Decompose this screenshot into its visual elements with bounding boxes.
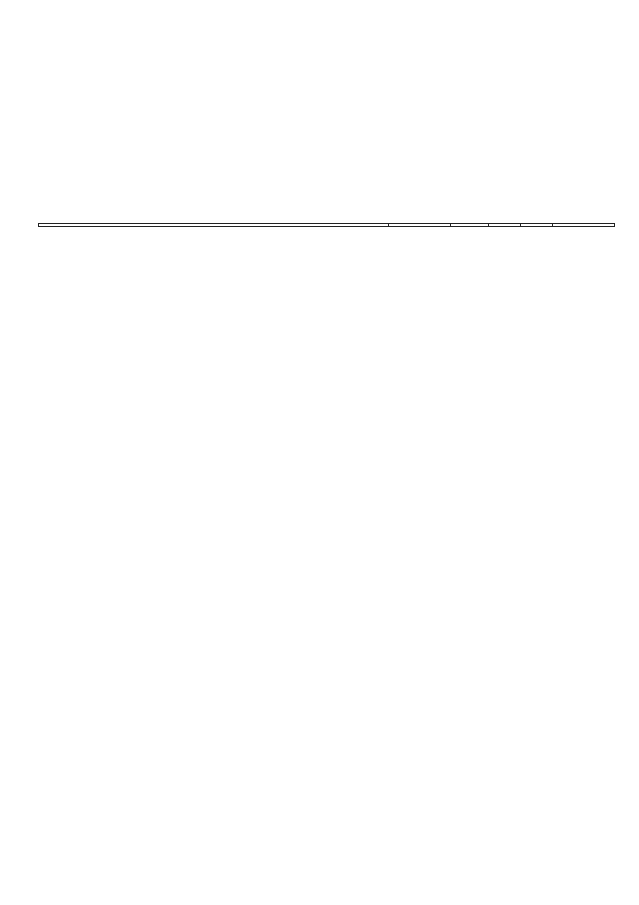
header-name — [39, 224, 389, 227]
header-vr — [451, 224, 489, 227]
header-csr — [389, 224, 451, 227]
header-pr — [521, 224, 553, 227]
header-sum — [553, 224, 615, 227]
table-header-row — [39, 224, 615, 227]
header-rz — [489, 224, 521, 227]
allocation-table — [38, 223, 615, 227]
allocation-table-wrapper — [38, 223, 614, 227]
